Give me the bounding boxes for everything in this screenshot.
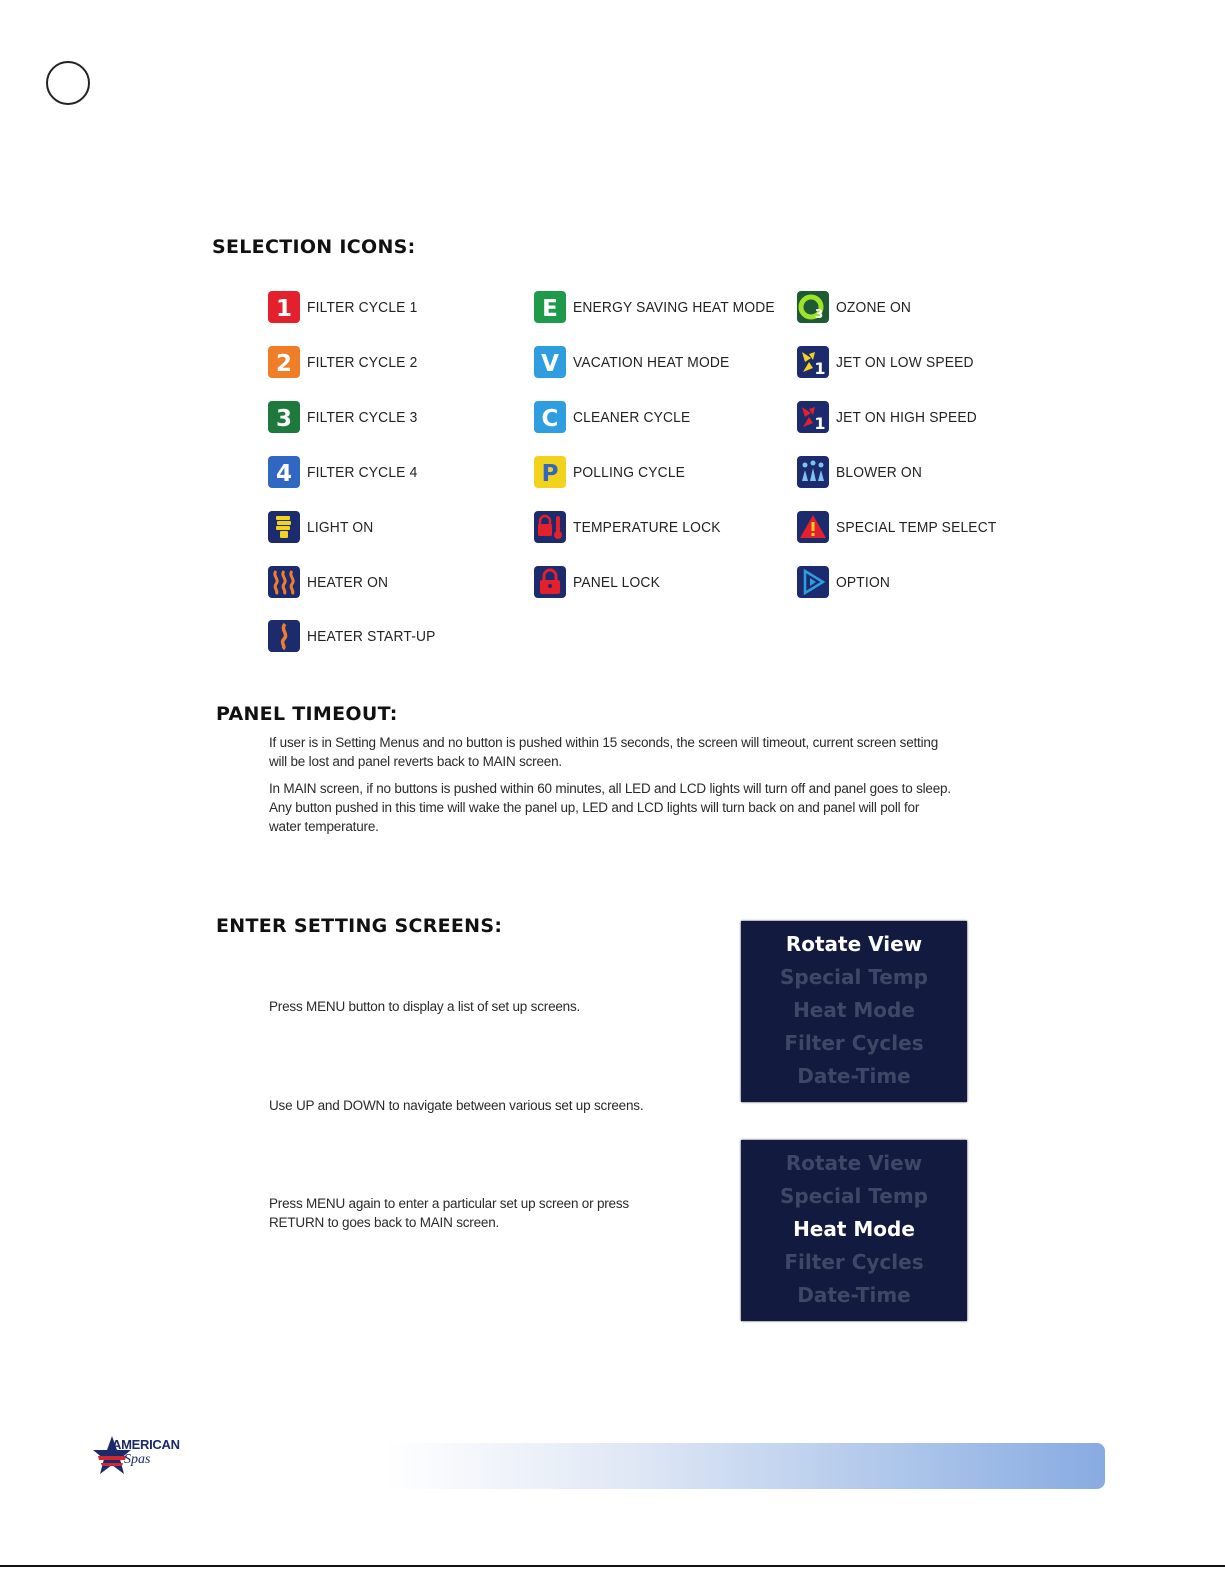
svg-text:E: E [542, 296, 558, 322]
legend-heater-on [268, 566, 395, 598]
lcd-menu-item: Date-Time [797, 1064, 911, 1088]
icon-label: HEATER START-UP [307, 627, 436, 645]
lcd-menu-item: Special Temp [779, 965, 929, 989]
legend-filter-cycle-1 [268, 291, 427, 323]
svg-text:1: 1 [814, 359, 826, 378]
icon-label: ENERGY SAVING HEAT MODE [573, 298, 775, 316]
lcd-menu-item: Filter Cycles [784, 1250, 924, 1274]
temperature-lock-icon [534, 511, 566, 543]
legend-cleaner-cycle [534, 401, 701, 433]
setting-step-1: Press MENU button to display a list of set up screens. [269, 999, 581, 1014]
vacation-icon [534, 346, 566, 378]
warning-icon [797, 511, 829, 543]
legend-option [797, 566, 895, 598]
panel-lock-icon [534, 566, 566, 598]
svg-text:2: 2 [275, 351, 293, 377]
legend-jet-on-high-speed [797, 401, 989, 433]
svg-text:V: V [541, 351, 559, 377]
enter-setting-screens-heading: ENTER SETTING SCREENS: [216, 915, 503, 937]
legend-temperature-lock [534, 511, 733, 543]
cleaner-icon [534, 401, 566, 433]
icon-label: OPTION [836, 573, 891, 591]
legend-polling-cycle [534, 456, 695, 488]
filter-cycle-3-icon [268, 401, 300, 433]
legend-filter-cycle-4 [268, 456, 427, 488]
lcd-menu-item: Rotate View [785, 1151, 923, 1175]
icon-label: OZONE ON [836, 298, 912, 316]
ozone-icon [797, 291, 829, 323]
legend-ozone-on [797, 291, 918, 323]
filter-cycle-4-icon [268, 456, 300, 488]
legend-filter-cycle-3 [268, 401, 427, 433]
legend-energy-saving-heat-mode [534, 291, 792, 323]
panel-timeout-line: water temperature. [269, 819, 379, 834]
icon-label: BLOWER ON [836, 463, 923, 481]
panel-timeout-line: If user is in Setting Menus and no button is pushed within 15 seconds, the screen will timeout, current screen setting [269, 735, 939, 750]
icon-label: JET ON LOW SPEED [836, 353, 974, 371]
setting-step-2: Use UP and DOWN to navigate between various set up screens. [269, 1098, 644, 1113]
svg-text:3: 3 [275, 406, 293, 432]
panel-timeout-line: Any button pushed in this time will wake the panel up, LED and LCD lights will turn back on and panel will poll for [269, 800, 920, 815]
lcd-menu-item: Rotate View [785, 932, 923, 956]
logo-text-american: AMERICAN [112, 1437, 180, 1452]
icon-label: LIGHT ON [307, 518, 374, 536]
legend-heater-start-up [268, 620, 447, 652]
svg-text:1: 1 [275, 296, 293, 322]
svg-text:1: 1 [814, 414, 826, 433]
icon-label: CLEANER CYCLE [573, 408, 691, 426]
option-icon [797, 566, 829, 598]
icon-label: POLLING CYCLE [573, 463, 686, 481]
icon-label: TEMPERATURE LOCK [573, 518, 721, 536]
legend-blower-on [797, 456, 929, 488]
footer-gradient-bar [385, 1443, 1105, 1489]
lcd-menu-item: Date-Time [797, 1283, 911, 1307]
selection-icons-heading: SELECTION ICONS: [212, 236, 416, 258]
svg-text:C: C [541, 406, 559, 432]
energy-saving-icon [534, 291, 566, 323]
svg-text:P: P [541, 461, 559, 487]
icon-label: FILTER CYCLE 4 [307, 463, 418, 481]
light-bulb-icon [268, 511, 300, 543]
logo-text-spas: Spas [124, 1452, 151, 1467]
heater-startup-icon [268, 620, 300, 652]
icon-label: FILTER CYCLE 1 [307, 298, 418, 316]
lcd-menu-screen-2 [741, 1140, 967, 1321]
lcd-menu-item: Heat Mode [793, 1217, 915, 1241]
icon-label: HEATER ON [307, 573, 389, 591]
legend-light-on [268, 511, 379, 543]
icon-label: FILTER CYCLE 2 [307, 353, 418, 371]
icon-label: VACATION HEAT MODE [573, 353, 730, 371]
polling-icon [534, 456, 566, 488]
lcd-menu-item: Special Temp [779, 1184, 929, 1208]
lcd-menu-item: Heat Mode [793, 998, 915, 1022]
svg-text:3: 3 [814, 307, 824, 321]
american-spas-logo [92, 1434, 192, 1504]
panel-timeout-heading: PANEL TIMEOUT: [216, 703, 398, 725]
icon-label: PANEL LOCK [573, 573, 660, 591]
jet-low-icon [797, 346, 829, 378]
icon-label: JET ON HIGH SPEED [836, 408, 977, 426]
blower-icon [797, 456, 829, 488]
icon-label: FILTER CYCLE 3 [307, 408, 418, 426]
bottom-rule [0, 1565, 1225, 1567]
filter-cycle-1-icon [268, 291, 300, 323]
icon-label: SPECIAL TEMP SELECT [836, 518, 997, 536]
legend-jet-on-low-speed [797, 346, 986, 378]
legend-vacation-heat-mode [534, 346, 743, 378]
setting-step-3: RETURN to goes back to MAIN screen. [269, 1215, 500, 1230]
panel-timeout-line: will be lost and panel reverts back to MAIN screen. [269, 754, 562, 769]
svg-text:4: 4 [275, 461, 293, 487]
heater-icon [268, 566, 300, 598]
lcd-menu-screen-1 [741, 921, 967, 1102]
legend-filter-cycle-2 [268, 346, 427, 378]
filter-cycle-2-icon [268, 346, 300, 378]
page-marker-circle [46, 61, 90, 105]
lcd-menu-item: Filter Cycles [784, 1031, 924, 1055]
panel-timeout-line: In MAIN screen, if no buttons is pushed within 60 minutes, all LED and LCD lights will turn off and panel goes to sleep. [269, 781, 951, 796]
legend-panel-lock [534, 566, 668, 598]
legend-special-temp-select [797, 511, 1010, 543]
jet-high-icon [797, 401, 829, 433]
setting-step-3: Press MENU again to enter a particular set up screen or press [269, 1196, 629, 1211]
